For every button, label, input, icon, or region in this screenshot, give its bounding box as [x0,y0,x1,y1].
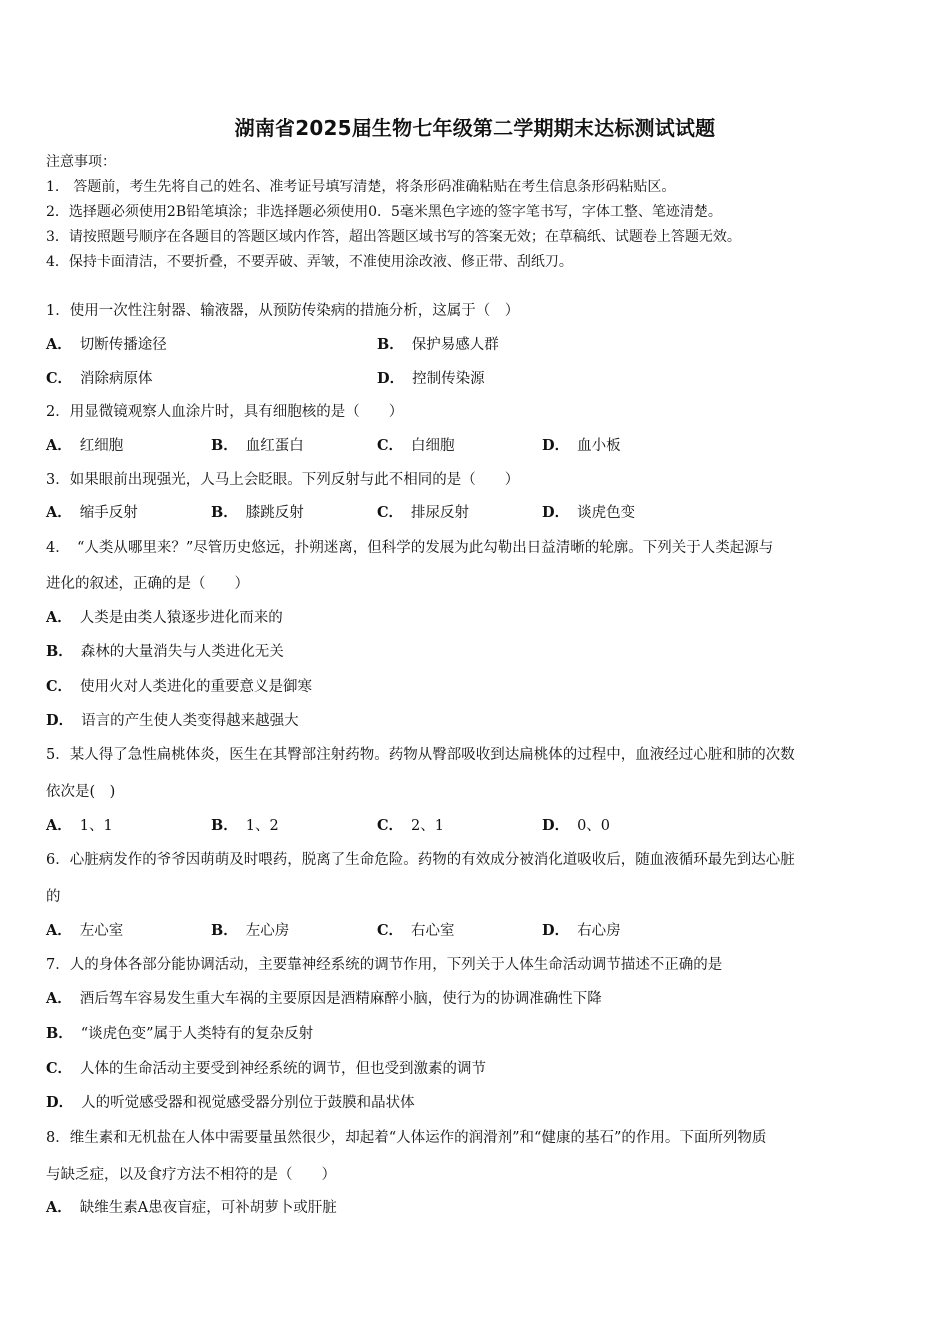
option-label: C． [46,370,73,387]
option-text: 控制传染源 [412,371,485,387]
option-c[interactable] [377,503,469,523]
option-text: 排尿反射 [411,505,470,521]
question-stem-continued: 的 [46,889,61,905]
option-label: D． [542,817,570,834]
option-text: 人的听觉感受器和视觉感受器分别位于鼓膜和晶状体 [81,1095,415,1111]
option-text: 0、0 [577,818,611,834]
option-text: 酒后驾车容易发生重大车祸的主要原因是酒精麻醉小脑，使行为的协调准确性下降 [79,991,602,1007]
option-b[interactable] [46,642,284,662]
option-text: 膝跳反射 [245,505,304,521]
question-stem: 7．人的身体各部分能协调活动，主要靠神经系统的调节作用，下列关于人体生命活动调节描述不正确的是 [46,957,723,973]
option-a[interactable] [46,816,113,836]
option-label: C． [46,1060,73,1077]
option-label: D． [542,922,570,939]
option-label: A． [46,922,72,939]
option-text: 消除病原体 [80,371,153,387]
option-text: 使用火对人类进化的重要意义是御寒 [80,679,313,695]
option-d[interactable] [377,369,485,389]
question-stem: 5．某人得了急性扁桃体炎，医生在其臀部注射药物。药物从臀部吸收到达扁桃体的过程中，血液经过心脏和肺的次数 [46,747,795,763]
option-d[interactable] [46,1093,415,1113]
option-d[interactable] [542,816,610,836]
question-stem: 8．维生素和无机盐在人体中需要量虽然很少，却起着“人体运作的润滑剂”和“健康的基石”的作用。下面所列物质 [46,1130,767,1146]
option-label: A． [46,609,72,626]
notice-heading: 注意事项： [46,154,116,170]
option-text: 1、1 [79,818,113,834]
option-label: B． [211,922,238,939]
option-label: C． [46,678,73,695]
option-label: B． [46,1025,73,1042]
option-text: 缩手反射 [79,505,138,521]
option-text: 血小板 [577,438,621,454]
notice-item: 2．选择题必须使用2B铅笔填涂；非选择题必须使用0．5毫米黑色字迹的签字笔书写，字体工整、笔迹清楚。 [46,204,722,220]
option-b[interactable] [211,436,304,456]
option-text: 白细胞 [411,438,455,454]
question-stem: 4． “人类从哪里来？”尽管历史悠远，扑朔迷离，但科学的发展为此勾勒出日益清晰的轮廓。下列关于人类起源与 [46,540,774,556]
option-c[interactable] [46,677,312,697]
option-label: A． [46,817,72,834]
option-d[interactable] [542,436,621,456]
question-stem-continued: 与缺乏症，以及食疗方法不相符的是（ ） [46,1167,336,1183]
option-label: D． [542,504,570,521]
option-text: 保护易感人群 [411,337,499,353]
option-a[interactable] [46,436,123,456]
option-label: A． [46,990,72,1007]
option-b[interactable] [211,921,289,941]
option-b[interactable] [211,503,304,523]
option-label: A． [46,1199,72,1216]
option-b[interactable] [377,335,499,355]
question-stem-continued: 依次是( ) [46,784,116,800]
option-a[interactable] [46,503,138,523]
option-c[interactable] [377,921,455,941]
option-text: 森林的大量消失与人类进化无关 [80,644,284,660]
question-stem: 6．心脏病发作的爷爷因萌萌及时喂药，脱离了生命危险。药物的有效成分被消化道吸收后，随血液循环最先到达心脏 [46,852,795,868]
option-c[interactable] [46,1059,486,1079]
option-label: B． [377,336,404,353]
option-text: “谈虎色变”属于人类特有的复杂反射 [80,1026,314,1042]
option-label: A． [46,437,72,454]
option-label: D． [542,437,570,454]
option-label: C． [377,437,404,454]
option-label: B． [211,437,238,454]
option-text: 人类是由类人猿逐步进化而来的 [79,610,283,626]
option-text: 语言的产生使人类变得越来越强大 [81,713,299,729]
page-title: 湖南省2025届生物七年级第二学期期末达标测试试题 [234,116,716,140]
notice-item: 3．请按照题号顺序在各题目的答题区域内作答，超出答题区域书写的答案无效；在草稿纸、试题卷上答题无效。 [46,229,741,245]
option-text: 2、1 [411,818,444,834]
option-text: 人体的生命活动主要受到神经系统的调节，但也受到激素的调节 [80,1061,487,1077]
option-text: 1、2 [245,818,279,834]
question-stem-continued: 进化的叙述，正确的是（ ） [46,576,249,592]
option-a[interactable] [46,1198,337,1218]
option-label: A． [46,504,72,521]
option-d[interactable] [542,921,621,941]
option-text: 谈虎色变 [577,505,636,521]
option-a[interactable] [46,335,167,355]
option-label: D． [377,370,405,387]
option-label: B． [211,817,238,834]
option-label: B． [211,504,238,521]
option-label: B． [46,643,73,660]
option-a[interactable] [46,608,283,628]
option-c[interactable] [377,816,444,836]
option-text: 血红蛋白 [245,438,304,454]
option-label: C． [377,817,404,834]
option-label: A． [46,336,72,353]
option-c[interactable] [46,369,153,389]
option-d[interactable] [542,503,635,523]
option-a[interactable] [46,989,602,1009]
option-text: 红细胞 [79,438,124,454]
option-text: 右心室 [411,923,455,939]
option-text: 右心房 [577,923,621,939]
question-stem: 3．如果眼前出现强光，人马上会眨眼。下列反射与此不相同的是（ ） [46,472,520,488]
option-b[interactable] [211,816,279,836]
question-stem: 1．使用一次性注射器、输液器，从预防传染病的措施分析，这属于（ ） [46,303,520,319]
option-label: C． [377,504,404,521]
notice-item: 1. 答题前，考生先将自己的姓名、准考证号填写清楚，将条形码准确粘贴在考生信息条形码粘贴区。 [46,179,676,195]
option-text: 切断传播途径 [79,337,167,353]
option-label: D． [46,712,74,729]
option-text: 左心室 [79,923,124,939]
option-text: 左心房 [245,923,290,939]
option-c[interactable] [377,436,455,456]
option-b[interactable] [46,1024,313,1044]
option-d[interactable] [46,711,299,731]
option-text: 缺维生素A患夜盲症，可补胡萝卜或肝脏 [79,1200,337,1216]
option-label: D． [46,1094,74,1111]
option-a[interactable] [46,921,123,941]
notice-item: 4．保持卡面清洁，不要折叠，不要弄破、弄皱，不准使用涂改液、修正带、刮纸刀。 [46,254,573,270]
question-stem: 2．用显微镜观察人血涂片时，具有细胞核的是（ ） [46,404,404,420]
option-label: C． [377,922,404,939]
